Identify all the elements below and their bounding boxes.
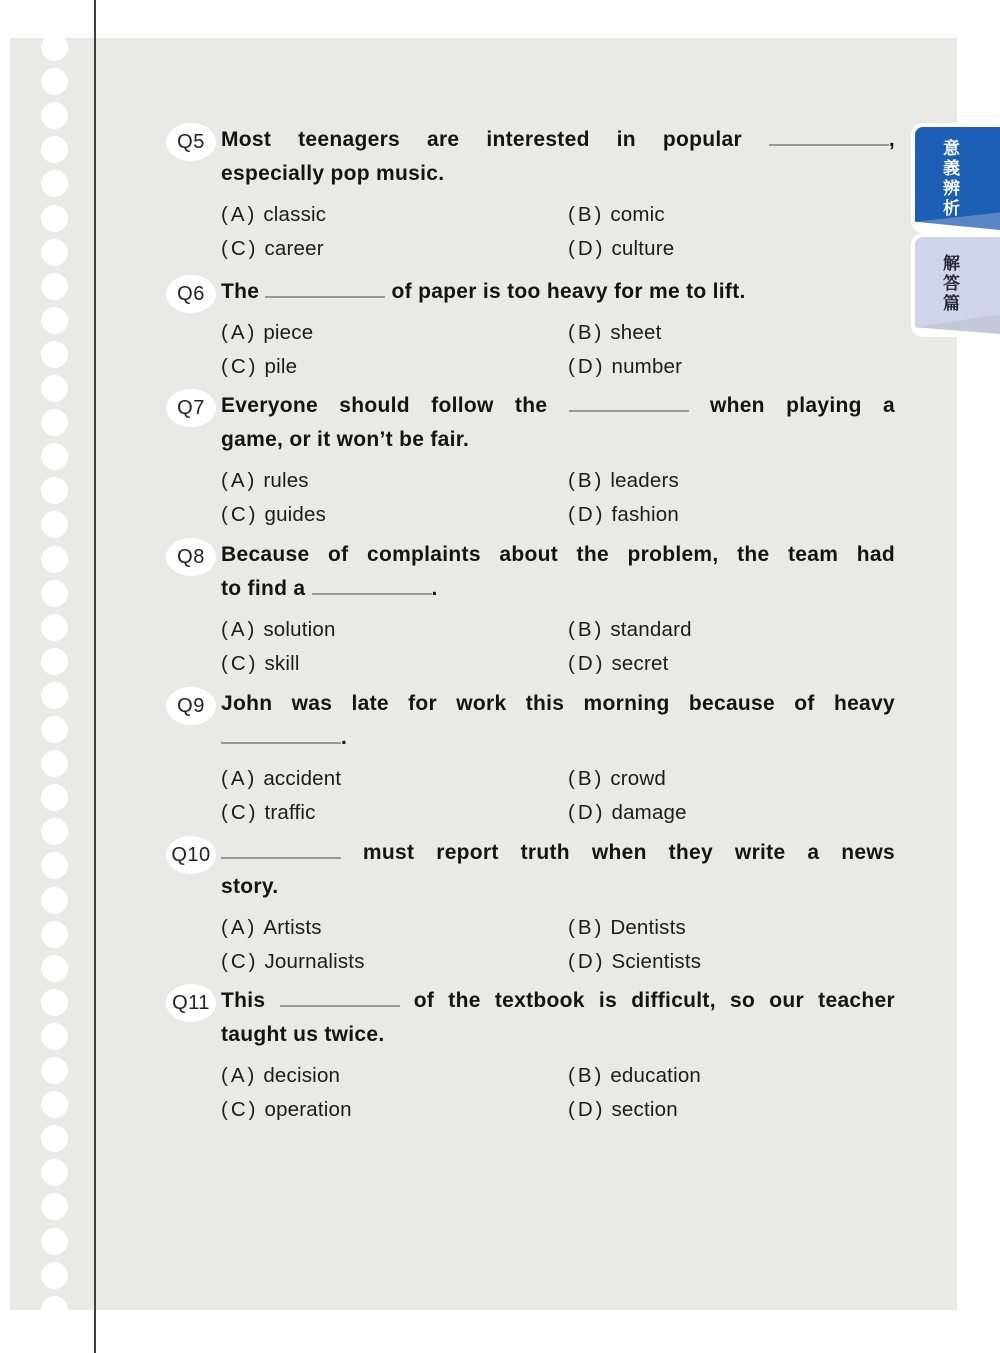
- option-item: [221, 613, 568, 647]
- option-item: [221, 796, 568, 830]
- binding-hole: [41, 648, 68, 675]
- binding-hole: [41, 614, 68, 641]
- question-block: [158, 538, 895, 681]
- binding-hole: [41, 341, 68, 368]
- option-item: [568, 1093, 895, 1127]
- option-label: (A): [221, 618, 258, 641]
- option-label: (B): [568, 1064, 605, 1087]
- option-grid: [221, 613, 895, 681]
- option-label: (D): [568, 801, 606, 824]
- option-label: (D): [568, 355, 606, 378]
- option-item: [568, 613, 895, 647]
- question-text-line: [221, 687, 895, 721]
- option-item: [568, 796, 895, 830]
- option-text: leaders: [610, 469, 679, 492]
- binding-hole: [41, 102, 68, 129]
- question-text: to find a: [221, 577, 312, 600]
- option-text: crowd: [610, 767, 667, 790]
- option-grid: [221, 316, 895, 384]
- option-label: (A): [221, 916, 258, 939]
- option-text: traffic: [264, 801, 316, 824]
- binding-hole: [41, 716, 68, 743]
- question-text-line: [221, 157, 895, 191]
- option-item: [221, 316, 568, 350]
- binding-hole: [41, 546, 68, 573]
- option-label: (D): [568, 237, 606, 260]
- binding-hole: [41, 1023, 68, 1050]
- binding-hole: [41, 443, 68, 470]
- option-item: [221, 232, 568, 266]
- option-item: [221, 1059, 568, 1093]
- option-item: [221, 498, 568, 532]
- binding-hole: [41, 477, 68, 504]
- binding-hole: [41, 1193, 68, 1220]
- option-item: [568, 498, 895, 532]
- binding-hole: [41, 1159, 68, 1186]
- binding-hole: [41, 1057, 68, 1084]
- question-badge-column: [158, 275, 216, 313]
- option-item: [568, 647, 895, 681]
- option-item: [221, 1093, 568, 1127]
- option-text: decision: [263, 1064, 341, 1087]
- question-text: game, or it won’t be fair.: [221, 428, 470, 451]
- option-item: [568, 911, 895, 945]
- option-grid: [221, 1059, 895, 1127]
- question-badge-column: [158, 123, 216, 161]
- option-label: (D): [568, 652, 606, 675]
- blank-underline: [221, 838, 341, 859]
- question-badge: Q9: [166, 687, 216, 725]
- option-label: (C): [221, 1098, 259, 1121]
- question-body: [221, 687, 895, 830]
- option-text: skill: [264, 652, 300, 675]
- option-label: (C): [221, 355, 259, 378]
- question-text-line: [221, 123, 895, 157]
- question-badge: Q8: [166, 538, 216, 576]
- blank-underline: [769, 125, 889, 146]
- binding-hole: [41, 818, 68, 845]
- binding-hole: [41, 580, 68, 607]
- question-body: [221, 389, 895, 532]
- option-label: (D): [568, 503, 606, 526]
- option-grid: [221, 911, 895, 979]
- option-text: Scientists: [611, 950, 702, 973]
- question-body: [221, 275, 895, 384]
- option-label: (B): [568, 767, 605, 790]
- question-body: [221, 538, 895, 681]
- question-text: of the textbook is difficult, so our teacher: [399, 989, 895, 1012]
- blank-underline: [265, 277, 385, 298]
- binding-hole: [41, 921, 68, 948]
- option-item: [568, 316, 895, 350]
- question-body: [221, 836, 895, 979]
- option-grid: [221, 464, 895, 532]
- question-text: ,: [888, 128, 895, 151]
- side-tab-label: 解答篇: [940, 254, 959, 314]
- question-badge-column: [158, 687, 216, 725]
- question-badge: Q11: [166, 984, 216, 1022]
- option-text: culture: [611, 237, 675, 260]
- question-text-line: [221, 275, 895, 309]
- blank-underline: [569, 391, 689, 412]
- question-text-line: [221, 389, 895, 423]
- option-label: (B): [568, 203, 605, 226]
- option-item: [568, 1059, 895, 1093]
- side-tab-answers[interactable]: [911, 233, 1000, 337]
- option-text: rules: [263, 469, 309, 492]
- option-item: [568, 464, 895, 498]
- notebook-page: [10, 38, 957, 1310]
- option-text: section: [611, 1098, 678, 1121]
- question-text-line: [221, 870, 895, 904]
- side-tab-label: 意義辨析: [940, 139, 959, 219]
- option-label: (C): [221, 237, 259, 260]
- option-text: secret: [611, 652, 669, 675]
- option-text: operation: [264, 1098, 352, 1121]
- option-label: (A): [221, 321, 258, 344]
- option-text: Journalists: [264, 950, 365, 973]
- blank-underline: [312, 574, 432, 595]
- question-text: Everyone should follow the: [221, 394, 569, 417]
- binding-hole: [41, 511, 68, 538]
- option-text: solution: [263, 618, 336, 641]
- option-text: career: [264, 237, 324, 260]
- question-block: [158, 687, 895, 830]
- option-text: standard: [610, 618, 692, 641]
- binding-hole: [41, 205, 68, 232]
- side-tab-meaning-analysis-inner: [915, 127, 1000, 230]
- question-badge: Q5: [166, 123, 216, 161]
- question-block: [158, 389, 895, 532]
- question-text: taught us twice.: [221, 1023, 385, 1046]
- option-item: [221, 945, 568, 979]
- option-label: (A): [221, 469, 258, 492]
- option-item: [568, 198, 895, 232]
- binding-hole: [41, 750, 68, 777]
- binding-hole: [41, 955, 68, 982]
- option-item: [221, 647, 568, 681]
- binding-hole: [41, 38, 68, 61]
- option-label: (A): [221, 1064, 258, 1087]
- blank-underline: [221, 723, 341, 744]
- option-label: (C): [221, 503, 259, 526]
- binding-hole: [41, 1228, 68, 1255]
- binding-hole: [41, 784, 68, 811]
- binding-hole: [41, 239, 68, 266]
- question-text: Because of complaints about the problem, the team had: [221, 543, 895, 566]
- question-text-line: [221, 984, 895, 1018]
- option-label: (B): [568, 321, 605, 344]
- binding-hole: [41, 170, 68, 197]
- question-badge: Q6: [166, 275, 216, 313]
- question-text: The: [221, 280, 266, 303]
- question-text-line: [221, 538, 895, 572]
- option-text: accident: [263, 767, 342, 790]
- binding-hole: [41, 273, 68, 300]
- question-badge-column: [158, 538, 216, 576]
- option-text: guides: [264, 503, 327, 526]
- binding-hole: [41, 136, 68, 163]
- option-text: Dentists: [610, 916, 686, 939]
- option-label: (B): [568, 469, 605, 492]
- question-text: John was late for work this morning because of heavy: [221, 692, 895, 715]
- option-label: (C): [221, 652, 259, 675]
- binding-hole: [41, 409, 68, 436]
- option-text: number: [611, 355, 683, 378]
- option-label: (C): [221, 801, 259, 824]
- question-badge: Q7: [166, 389, 216, 427]
- question-badge-column: [158, 836, 216, 874]
- question-badge-column: [158, 389, 216, 427]
- question-text: of paper is too heavy for me to lift.: [385, 280, 746, 303]
- binding-hole: [41, 1296, 68, 1310]
- question-text: must report truth when they write a news: [341, 841, 895, 864]
- question-text-line: [221, 836, 895, 870]
- question-text: .: [431, 577, 438, 600]
- question-block: [158, 275, 895, 384]
- option-item: [221, 911, 568, 945]
- question-text-line: [221, 1018, 895, 1052]
- question-body: [221, 984, 895, 1127]
- binding-hole: [41, 989, 68, 1016]
- question-text: Most teenagers are interested in popular: [221, 128, 769, 151]
- option-label: (C): [221, 950, 259, 973]
- blank-underline: [280, 986, 400, 1007]
- binding-hole: [41, 375, 68, 402]
- option-item: [568, 350, 895, 384]
- side-tab-answers-inner: [915, 237, 1000, 334]
- binding-hole: [41, 1125, 68, 1152]
- option-label: (D): [568, 950, 606, 973]
- option-text: damage: [611, 801, 687, 824]
- side-tab-meaning-analysis[interactable]: [911, 123, 1000, 233]
- question-text-line: [221, 572, 895, 606]
- question-block: [158, 123, 895, 266]
- option-text: pile: [264, 355, 298, 378]
- binding-hole: [41, 852, 68, 879]
- option-text: Artists: [263, 916, 322, 939]
- option-text: classic: [263, 203, 327, 226]
- binding-hole: [41, 682, 68, 709]
- option-label: (B): [568, 916, 605, 939]
- option-grid: [221, 198, 895, 266]
- question-text-line: [221, 423, 895, 457]
- question-badge: Q10: [166, 836, 216, 874]
- question-block: [158, 836, 895, 979]
- question-text: .: [341, 726, 348, 749]
- question-text-line: [221, 721, 895, 755]
- binding-hole: [41, 887, 68, 914]
- option-item: [221, 762, 568, 796]
- question-body: [221, 123, 895, 266]
- question-block: [158, 984, 895, 1127]
- spine-line: [94, 0, 96, 1353]
- option-text: sheet: [610, 321, 662, 344]
- option-text: comic: [610, 203, 665, 226]
- option-label: (A): [221, 767, 258, 790]
- question-text: This: [221, 989, 280, 1012]
- question-text: story.: [221, 875, 279, 898]
- option-text: fashion: [611, 503, 679, 526]
- binding-hole: [41, 1091, 68, 1118]
- option-label: (A): [221, 203, 258, 226]
- question-text: when playing a: [688, 394, 895, 417]
- option-label: (D): [568, 1098, 606, 1121]
- question-text: especially pop music.: [221, 162, 445, 185]
- option-text: education: [610, 1064, 702, 1087]
- option-item: [568, 762, 895, 796]
- binding-hole: [41, 307, 68, 334]
- option-item: [221, 198, 568, 232]
- option-item: [221, 464, 568, 498]
- option-item: [221, 350, 568, 384]
- option-item: [568, 232, 895, 266]
- binding-hole: [41, 1262, 68, 1289]
- option-text: piece: [263, 321, 314, 344]
- option-grid: [221, 762, 895, 830]
- option-label: (B): [568, 618, 605, 641]
- question-badge-column: [158, 984, 216, 1022]
- binding-hole: [41, 68, 68, 95]
- option-item: [568, 945, 895, 979]
